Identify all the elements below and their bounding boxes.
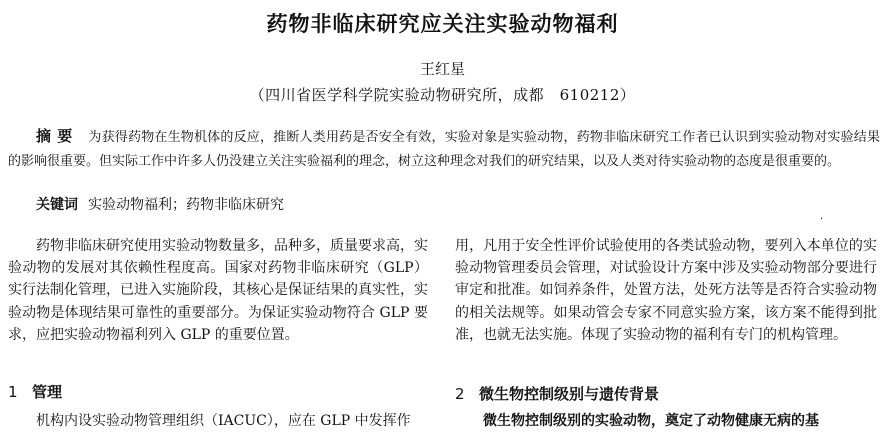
right-column: [455, 235, 877, 346]
section-heading-microbial: [455, 383, 659, 404]
right-paragraph: 用，凡用于安全性评价试验使用的各类试验动物，要列入本单位的实验动物管理委员会管理，对试验设计方案中涉及实验动物部分要进行审定和批准。如饲养条件，处置方法，处死方法等是否符合实验动物的相关法规等。如果动管会专家不同意实验方案，该方案不能得到批准，也就无法实施。体现了实验动物的福利有专门的机构管理。: [455, 238, 877, 343]
section-title: 管理: [32, 383, 63, 401]
paper-title: 药物非临床研究应关注实验动物福利: [266, 12, 619, 36]
section1-paragraph: 机构内设实验动物管理组织（IACUC），应在 GLP 中发挥作: [36, 413, 411, 429]
author-affiliation: （四川省医学科学院实验动物研究所，成都 610212）: [249, 86, 636, 104]
section-number: 2: [455, 385, 465, 403]
abstract-text: 为获得药物在生物机体的反应，推断人类用药是否安全有效，实验对象是实验动物，药物非临床研究工作者已认识到实验动物对实验结果的影响很重要。但实际工作中许多人仍没建立关注实验福利的理念，树立这种理念对我们的研究结果，以及人类对待实验动物的态度是很重要的。: [8, 130, 880, 169]
section2-paragraph: 微生物控制级别的实验动物，奠定了动物健康无病的基: [483, 413, 819, 429]
keywords-label: 关键词: [36, 197, 78, 213]
section-title: 微生物控制级别与遗传背景: [479, 385, 660, 403]
abstract: [8, 124, 880, 174]
stray-mark: ·: [820, 214, 824, 225]
author-name: 王红星: [419, 60, 465, 78]
section-number: 1: [8, 383, 18, 401]
intro-paragraph: 药物非临床研究使用实验动物数量多，品种多，质量要求高，实验动物的发展对其依赖性程度高。国家对药物非临床研究（GLP）实行法制化管理，已进入实施阶段，其核心是保证结果的真实性，实验动物是体现结果可靠性的重要部分。为保证实验动物符合 GLP 要求，应把实验动物福利列入 GLP 的重要位置。: [8, 238, 428, 343]
section-heading-management: [8, 381, 62, 402]
keywords: [36, 194, 284, 214]
abstract-label: 摘要: [36, 127, 79, 145]
keywords-text: 实验动物福利；药物非临床研究: [88, 197, 284, 213]
left-column: [8, 235, 428, 346]
